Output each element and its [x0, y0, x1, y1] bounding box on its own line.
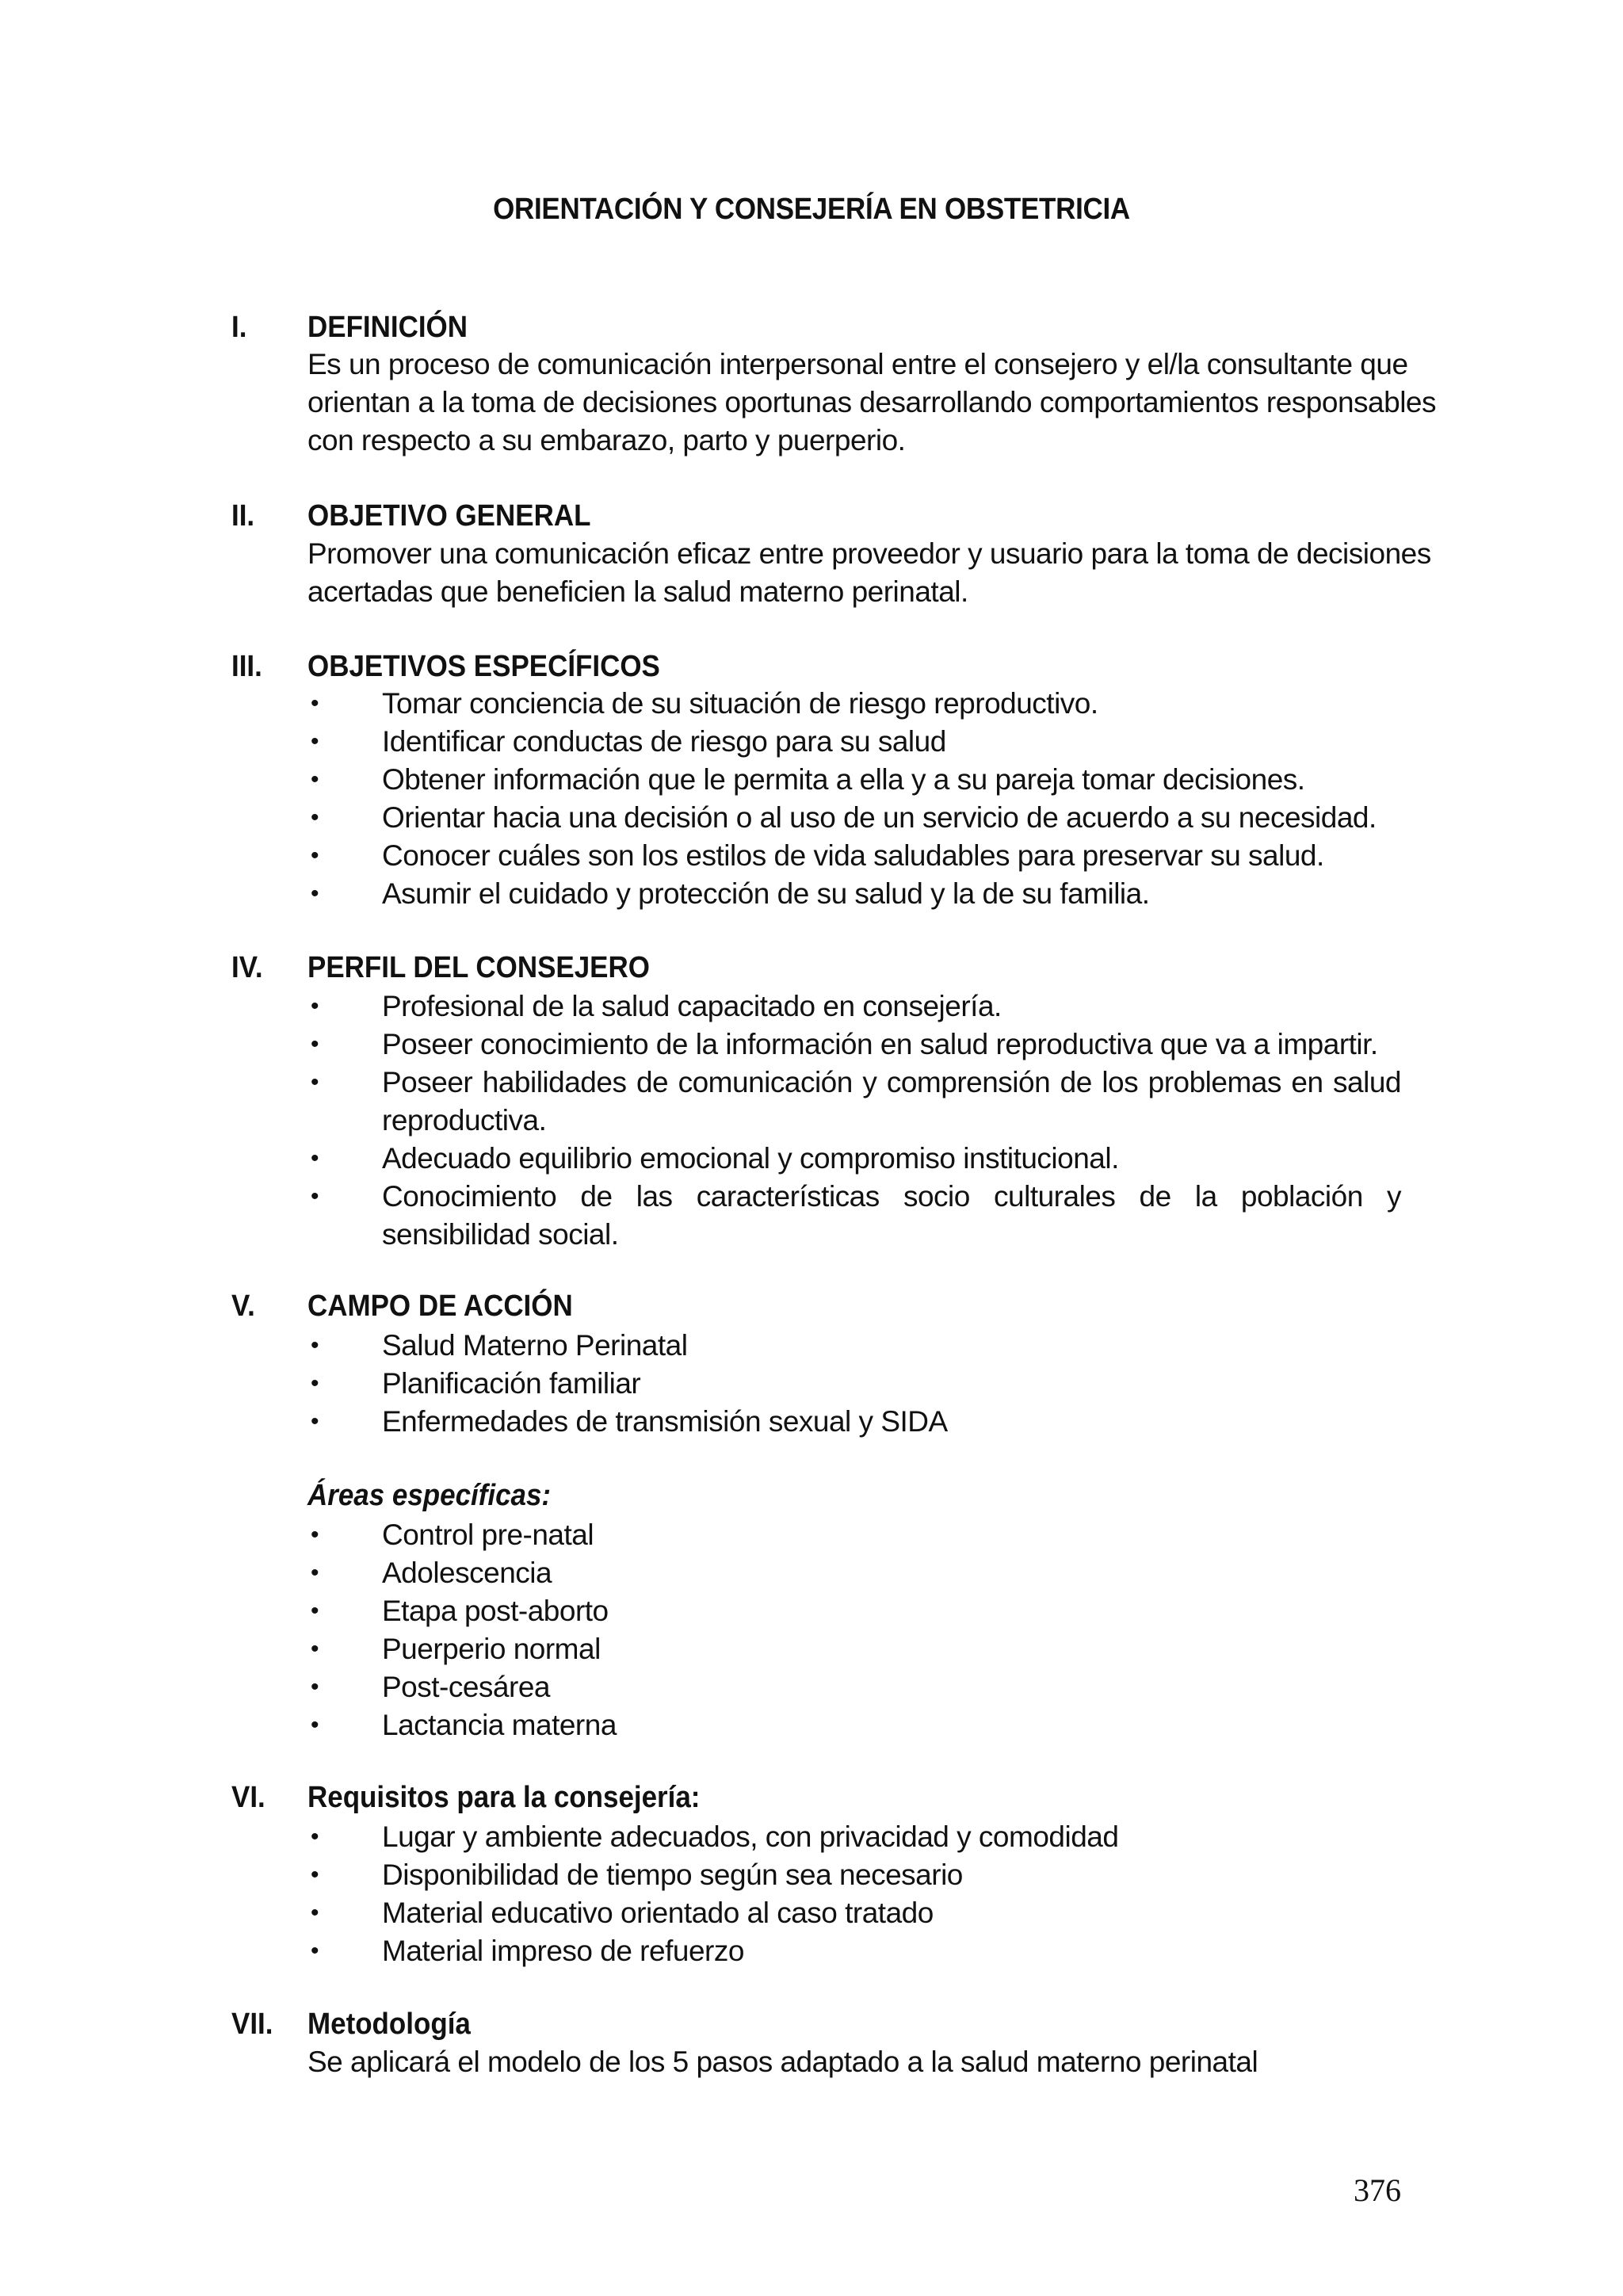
list-item-text: Enfermedades de transmisión sexual y SIDA — [382, 1405, 948, 1438]
bullet-icon: • — [311, 1332, 319, 1358]
list-item — [307, 1365, 1401, 1403]
list-item-text: Puerperio normal — [382, 1633, 601, 1665]
list-item-text: Adecuado equilibrio emocional y compromiso institucional. — [382, 1142, 1119, 1175]
list-item — [307, 988, 1401, 1026]
list-item — [307, 1403, 1401, 1441]
bullet-icon: • — [311, 1900, 319, 1926]
section-numeral: V. — [231, 1289, 255, 1323]
paragraph-line: Se aplicará el modelo de los 5 pasos adaptado a la salud materno perinatal — [307, 2046, 1258, 2078]
list-item-text: Salud Materno Perinatal — [382, 1329, 688, 1362]
bullet-list — [307, 1516, 1401, 1744]
section-numeral: III. — [231, 650, 262, 683]
list-item-text: Planificación familiar — [382, 1367, 641, 1400]
bullet-icon: • — [311, 1674, 319, 1700]
section-heading: DEFINICIÓN — [307, 311, 468, 344]
paragraph-line: Promover una comunicación eficaz entre proveedor y usuario para la toma de decisiones — [307, 537, 1431, 570]
list-item — [307, 1178, 1401, 1254]
section-heading: PERFIL DEL CONSEJERO — [307, 951, 650, 984]
paragraph-line: orientan a la toma de decisiones oportunas desarrollando comportamientos responsables — [307, 386, 1436, 418]
list-item-text: Control pre-natal — [382, 1519, 594, 1551]
list-item-text: Poseer habilidades de comunicación y comprensión de los problemas en salud reproductiva. — [382, 1066, 1401, 1137]
section-numeral: II. — [231, 499, 255, 533]
bullet-list — [307, 988, 1401, 1254]
paragraph-line: Es un proceso de comunicación interpersonal entre el consejero y el/la consultante que — [307, 348, 1408, 380]
list-item — [307, 1630, 1401, 1668]
bullet-icon: • — [311, 842, 319, 869]
section-heading: Requisitos para la consejería: — [307, 1781, 701, 1814]
section-paragraph — [307, 346, 1436, 460]
list-item — [307, 1668, 1401, 1706]
paragraph-line: acertadas que beneficien la salud materno perinatal. — [307, 575, 968, 608]
bullet-icon: • — [311, 1862, 319, 1888]
section-heading: CAMPO DE ACCIÓN — [307, 1289, 573, 1323]
list-item — [307, 875, 1401, 913]
list-item-text: Poseer conocimiento de la información en salud reproductiva que va a impartir. — [382, 1028, 1378, 1060]
bullet-icon: • — [311, 1598, 319, 1624]
page-title: ORIENTACIÓN Y CONSEJERÍA EN OBSTETRICIA — [493, 193, 1130, 226]
bullet-icon: • — [311, 804, 319, 831]
list-item-text: Disponibilidad de tiempo según sea necesario — [382, 1859, 963, 1891]
list-item — [307, 1592, 1401, 1630]
list-item — [307, 1327, 1401, 1365]
bullet-icon: • — [311, 1712, 319, 1738]
bullet-icon: • — [311, 1069, 319, 1095]
bullet-icon: • — [311, 1636, 319, 1662]
list-item-text: Identificar conductas de riesgo para su salud — [382, 725, 946, 758]
list-item-text: Orientar hacia una decisión o al uso de un servicio de acuerdo a su necesidad. — [382, 801, 1377, 834]
bullet-list — [307, 685, 1401, 913]
list-item — [307, 761, 1401, 799]
bullet-icon: • — [311, 1560, 319, 1586]
list-item-text: Post-cesárea — [382, 1671, 550, 1703]
list-item-text: Material educativo orientado al caso tratado — [382, 1897, 934, 1929]
list-item-text: Etapa post-aborto — [382, 1595, 609, 1627]
list-item — [307, 1064, 1401, 1140]
list-item-text: Tomar conciencia de su situación de riesgo reproductivo. — [382, 687, 1098, 720]
bullet-icon: • — [311, 1031, 319, 1057]
bullet-icon: • — [311, 766, 319, 793]
list-item — [307, 837, 1401, 875]
list-item — [307, 1856, 1401, 1894]
section-heading: OBJETIVO GENERAL — [307, 499, 591, 533]
list-item-text: Adolescencia — [382, 1557, 552, 1589]
list-item — [307, 685, 1401, 723]
list-item-text: Conocimiento de las características socio culturales de la población y sensibilidad social. — [382, 1180, 1401, 1251]
bullet-list — [307, 1327, 1401, 1441]
bullet-icon: • — [311, 1370, 319, 1396]
bullet-icon: • — [311, 1183, 319, 1209]
bullet-icon: • — [311, 1824, 319, 1850]
list-item — [307, 723, 1401, 761]
section-heading: OBJETIVOS ESPECÍFICOS — [307, 650, 660, 683]
section-numeral: I. — [231, 311, 247, 344]
list-item — [307, 1894, 1401, 1932]
list-item — [307, 1706, 1401, 1744]
list-item — [307, 1818, 1401, 1856]
page-number: 376 — [1354, 2172, 1401, 2208]
section-heading: Metodología — [307, 2008, 471, 2041]
section-numeral: VI. — [231, 1781, 265, 1814]
section-numeral: VII. — [231, 2008, 273, 2041]
list-item-text: Lactancia materna — [382, 1709, 617, 1741]
list-item-text: Asumir el cuidado y protección de su salud y la de su familia. — [382, 877, 1150, 910]
list-item-text: Obtener información que le permita a ella y a su pareja tomar decisiones. — [382, 763, 1305, 796]
bullet-icon: • — [311, 1522, 319, 1548]
bullet-icon: • — [311, 690, 319, 716]
bullet-icon: • — [311, 993, 319, 1019]
bullet-list — [307, 1818, 1401, 1970]
bullet-icon: • — [311, 881, 319, 907]
list-item-text: Lugar y ambiente adecuados, con privacidad y comodidad — [382, 1820, 1119, 1853]
list-item — [307, 1554, 1401, 1592]
list-item — [307, 1932, 1401, 1970]
section-numeral: IV. — [231, 951, 263, 984]
list-item — [307, 799, 1401, 837]
bullet-icon: • — [311, 1145, 319, 1171]
list-item — [307, 1516, 1401, 1554]
section-paragraph — [307, 2043, 1401, 2081]
section-paragraph — [307, 535, 1431, 611]
list-item-text: Conocer cuáles son los estilos de vida saludables para preservar su salud. — [382, 839, 1324, 872]
list-item — [307, 1026, 1401, 1064]
list-item — [307, 1140, 1401, 1178]
subsection-heading: Áreas específicas: — [307, 1479, 552, 1512]
list-item-text: Profesional de la salud capacitado en consejería. — [382, 990, 1002, 1022]
bullet-icon: • — [311, 728, 319, 755]
bullet-icon: • — [311, 1938, 319, 1964]
list-item-text: Material impreso de refuerzo — [382, 1935, 744, 1967]
paragraph-line: con respecto a su embarazo, parto y puerperio. — [307, 424, 906, 457]
bullet-icon: • — [311, 1408, 319, 1435]
